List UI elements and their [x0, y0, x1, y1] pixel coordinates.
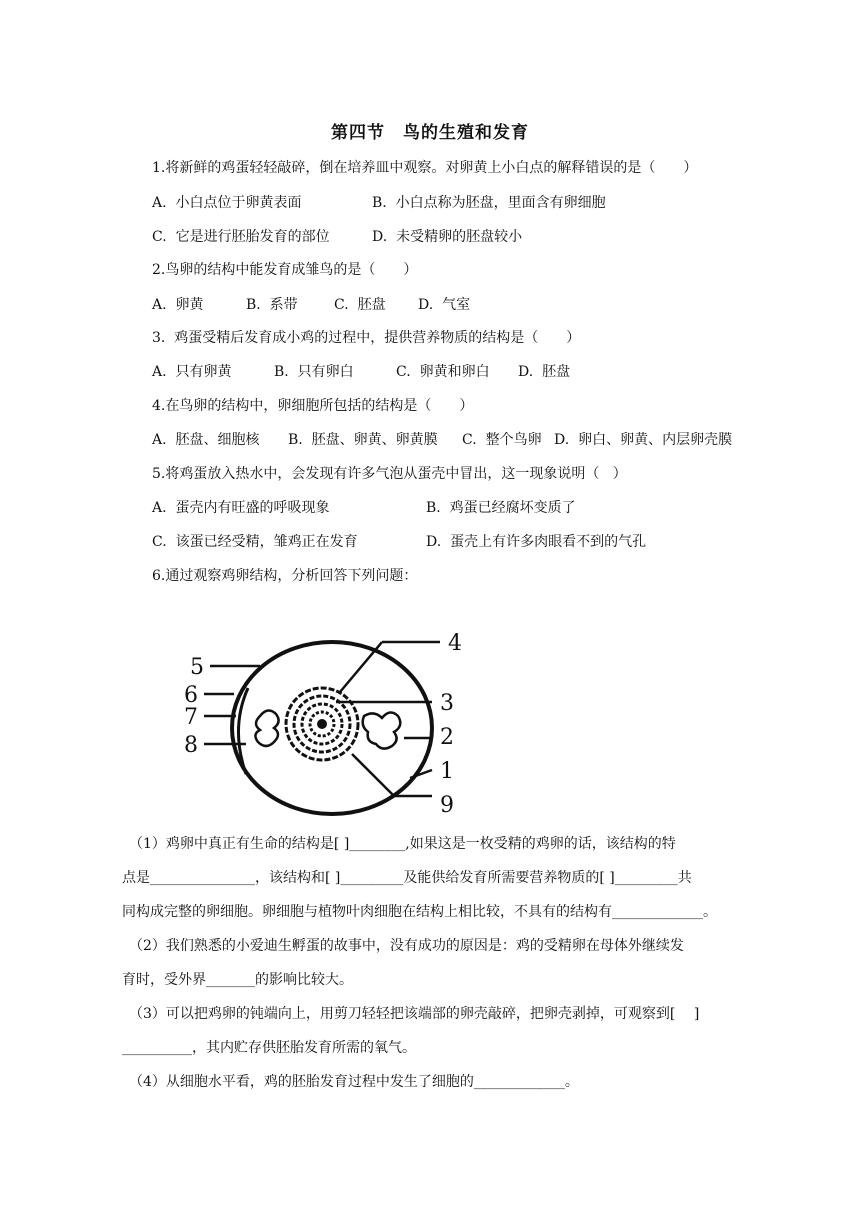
q4-option-c: C. 整个鸟卵	[462, 432, 542, 448]
diagram-label-2: 2	[440, 725, 454, 750]
q3-option-a: A. 只有卵黄	[152, 364, 232, 380]
chalaza-left	[255, 710, 278, 746]
q6-part1-line3: 同构成完整的卵细胞。卵细胞与植物叶肉细胞在结构上相比较，不具有的结构有_____________。	[122, 904, 717, 920]
q6-part2-line1: （2）我们熟悉的小爱迪生孵蛋的故事中，没有成功的原因是：鸡的受精卵在母体外继续发	[122, 938, 684, 954]
diagram-label-9: 9	[440, 793, 454, 818]
q1-option-b: B. 小白点称为胚盘，里面含有卵细胞	[372, 195, 606, 211]
diagram-label-5: 5	[190, 655, 204, 680]
q3-stem: 3. 鸡蛋受精后发育成小鸡的过程中，提供营养物质的结构是（ ）	[152, 330, 581, 346]
q6-part3-line1: （3）可以把鸡卵的钝端向上，用剪刀轻轻把该端部的卵壳敲碎，把卵壳剥掉，可观察到[ ]	[122, 1006, 700, 1022]
q6-part2-line2: 育时，受外界_______的影响比较大。	[122, 972, 353, 988]
diagram-label-3: 3	[440, 691, 454, 716]
q2-stem: 2.鸟卵的结构中能发育成雏鸟的是（ ）	[152, 262, 418, 278]
diagram-label-8: 8	[184, 733, 198, 758]
q6-part1-line1: （1）鸡卵中真正有生命的结构是[ ]________,如果这是一枚受精的鸡卵的话，该结构的特	[122, 836, 676, 852]
q2-option-a: A. 卵黄	[152, 297, 204, 313]
q4-option-b: B. 胚盘、卵黄、卵黄膜	[288, 432, 438, 448]
q2-option-c: C. 胚盘	[334, 297, 386, 313]
q5-option-c: C. 该蛋已经受精，雏鸡正在发育	[152, 534, 358, 550]
q4-option-a: A. 胚盘、细胞核	[152, 432, 260, 448]
diagram-label-6: 6	[184, 683, 198, 708]
q2-option-d: D. 气室	[418, 297, 471, 313]
q1-option-c: C. 它是进行胚胎发育的部位	[152, 229, 330, 245]
q6-part1-line2: 点是_______________，该结构和[ ]_________及能供给发育所需要营养物质的[ ]_________共	[122, 870, 692, 886]
q5-option-d: D. 蛋壳上有许多肉眼看不到的气孔	[426, 534, 647, 550]
q6-part3-line2: __________，其内贮存供胚胎发育所需的氧气。	[122, 1040, 416, 1056]
eggshell-outline	[232, 642, 432, 814]
chalaza-right	[363, 712, 401, 748]
egg-structure-diagram	[170, 628, 470, 818]
q6-stem: 6.通过观察鸡卵结构，分析回答下列问题：	[152, 568, 418, 584]
q3-option-b: B. 只有卵白	[274, 364, 354, 380]
diagram-label-7: 7	[184, 705, 198, 730]
q1-option-a: A. 小白点位于卵黄表面	[152, 195, 302, 211]
q4-option-d: D. 卵白、卵黄、内层卵壳膜	[554, 432, 733, 448]
q2-option-b: B. 系带	[246, 297, 298, 313]
diagram-label-1: 1	[440, 759, 454, 784]
q1-stem: 1.将新鲜的鸡蛋轻轻敲碎，倒在培养皿中观察。对卵黄上小白点的解释错误的是（ ）	[152, 160, 698, 176]
q5-option-b: B. 鸡蛋已经腐坏变质了	[426, 500, 576, 516]
yolk	[286, 688, 358, 760]
q5-option-a: A. 蛋壳内有旺盛的呼吸现象	[152, 500, 330, 516]
q4-stem: 4.在鸟卵的结构中，卵细胞所包括的结构是（ ）	[152, 398, 474, 414]
diagram-label-4: 4	[448, 631, 462, 656]
q3-option-d: D. 胚盘	[518, 364, 571, 380]
q6-part4-line1: （4）从细胞水平看，鸡的胚胎发育过程中发生了细胞的_____________。	[122, 1074, 579, 1090]
q5-stem: 5.将鸡蛋放入热水中，会发现有许多气泡从蛋壳中冒出，这一现象说明（ ）	[152, 466, 627, 482]
q3-option-c: C. 卵黄和卵白	[396, 364, 490, 380]
q1-option-d: D. 未受精卵的胚盘较小	[372, 229, 523, 245]
page-title: 第四节 鸟的生殖和发育	[331, 123, 529, 143]
